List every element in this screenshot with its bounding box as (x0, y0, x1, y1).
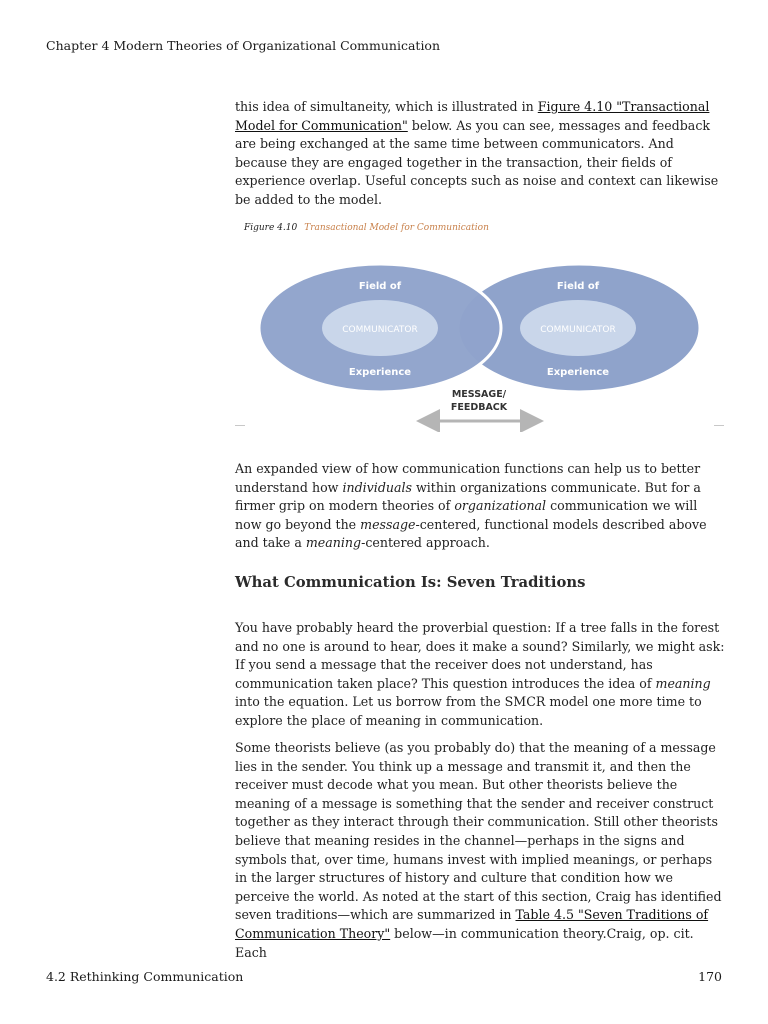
left-experience-label: Experience (348, 367, 412, 378)
figure-number: Figure 4.10 (244, 223, 298, 233)
paragraph-simultaneity (235, 98, 725, 210)
text-span: below. As you can see, messages and feedback are being exchanged at the same time between communicators. And because they are engaged together in the transaction, their fields of experience overlap. Useful concepts such as noise and context can likewise be added to the model. (235, 117, 719, 207)
figure-4-10-link[interactable]: Figure 4.10 "Transactional Model for Communication" (235, 99, 710, 133)
message-label: MESSAGE/ (451, 389, 507, 400)
right-field-label: Field of (556, 281, 600, 292)
paragraph-tree-falls (235, 619, 725, 731)
paragraph-theorists (235, 739, 725, 962)
text-span: -centered approach. (361, 535, 490, 551)
figure-divider-right (714, 425, 724, 426)
text-span: You have probably heard the proverbial question: If a tree falls in the forest and no one is around to hear, does it make a sound? Similarly, we might ask: If you send a message that the receiver does not understand, has communication taken place? This question introduces the idea of (235, 620, 725, 691)
text-span: into the equation. Let us borrow from the SMCR model one more time to explore the place of meaning in communication. (235, 694, 702, 728)
text-span: below—in communication theory.Craig, op. cit. Each (235, 925, 694, 960)
page-number: 170 (698, 969, 722, 984)
right-communicator-label: COMMUNICATOR (540, 325, 616, 335)
text-span: within organizations communicate. But for a firmer grip on modern theories of (235, 479, 701, 514)
feedback-label: FEEDBACK (450, 402, 508, 413)
right-experience-label: Experience (546, 367, 610, 378)
italic-span: message (360, 516, 416, 532)
left-communicator-label: COMMUNICATOR (342, 325, 418, 335)
text-span: Some theorists believe (as you probably do) that the meaning of a message lies in the sender. You think up a message and transmit it, and then the receiver must decode what you mean. But other theorists believe the meaning of a message is something that the sender and receiver construct together as they interact through their communication. Still other theorists believe that meaning resides in the channel—perhaps in the signs and symbols that, over time, humans invest with implied meanings, or perhaps in the larger structures of history and culture that condition how we perceive the world. As noted at the start of this section, Craig has identified seven traditions—which are summarized in (235, 740, 722, 923)
left-field-label: Field of (358, 281, 402, 292)
section-heading: What Communication Is: Seven Traditions (235, 574, 586, 591)
running-header: Chapter 4 Modern Theories of Organizational Communication (46, 38, 441, 53)
paragraph-expanded-view (235, 460, 725, 553)
italic-span: meaning (655, 675, 711, 691)
text-span: An expanded view of how communication functions can help us to better understand how (235, 461, 701, 495)
table-4-5-link[interactable]: Table 4.5 "Seven Traditions of Communication Theory" (235, 907, 709, 941)
text-span: this idea of simultaneity, which is illustrated in (235, 99, 538, 114)
italic-span: organizational (454, 498, 547, 514)
figure-title: Transactional Model for Communication (304, 223, 489, 233)
running-footer-section: 4.2 Rethinking Communication (46, 969, 244, 984)
italic-span: meaning (305, 535, 362, 551)
text-span: -centered, functional models described above and take a (235, 516, 707, 551)
figure-divider-left (235, 425, 245, 426)
transactional-model-diagram (235, 262, 725, 432)
text-span: communication we will now go beyond the (235, 498, 698, 532)
figure-caption (244, 223, 489, 233)
italic-span: individuals (342, 479, 412, 495)
